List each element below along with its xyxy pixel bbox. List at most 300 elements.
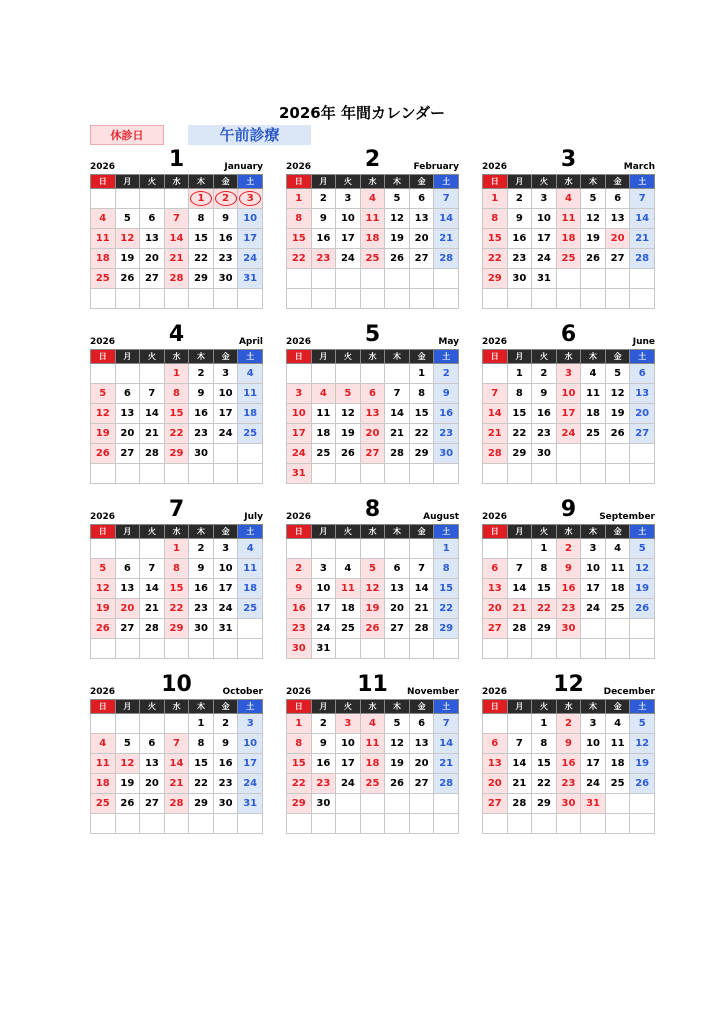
day-cell: 2 [311,714,336,734]
empty-cell [164,639,189,659]
day-cell: 22 [287,774,312,794]
day-cell: 17 [532,229,557,249]
circled-day: 2 [215,191,237,206]
day-cell: 22 [287,249,312,269]
empty-cell [385,289,410,309]
day-cell: 18 [91,774,116,794]
empty-cell [213,639,238,659]
circled-day: 1 [190,191,212,206]
day-cell: 11 [605,559,630,579]
empty-cell [213,814,238,834]
month-7 [90,497,263,659]
day-cell: 11 [91,229,116,249]
day-cell: 13 [115,404,140,424]
weekday-header: 水 [556,525,581,539]
weekday-header: 月 [311,175,336,189]
day-cell: 2 [213,714,238,734]
empty-cell [532,289,557,309]
day-cell: 22 [164,599,189,619]
weekday-header: 月 [311,350,336,364]
day-cell: 12 [360,579,385,599]
day-cell: 3 [336,189,361,209]
empty-cell [91,814,116,834]
month-number: 11 [357,672,388,697]
day-cell: 24 [336,249,361,269]
month-6 [482,322,655,484]
empty-cell [336,269,361,289]
day-cell: 29 [164,444,189,464]
empty-cell [115,814,140,834]
empty-cell [556,269,581,289]
day-cell: 4 [605,714,630,734]
weekday-header: 金 [409,350,434,364]
day-cell: 23 [189,599,214,619]
day-cell: 3 [238,714,263,734]
day-cell: 20 [605,229,630,249]
empty-cell [91,714,116,734]
day-cell: 26 [336,444,361,464]
day-cell: 16 [556,754,581,774]
day-cell: 11 [605,734,630,754]
legend-morning-clinic: 午前診療 [188,125,311,145]
month-2 [286,147,459,309]
day-cell [189,189,214,209]
day-cell: 13 [360,404,385,424]
empty-cell [630,269,655,289]
weekday-header: 土 [434,700,459,714]
weekday-header: 火 [532,175,557,189]
day-cell: 28 [409,619,434,639]
day-cell: 30 [311,794,336,814]
day-cell: 29 [532,794,557,814]
day-cell: 11 [238,384,263,404]
day-cell: 28 [483,444,508,464]
day-cell: 2 [507,189,532,209]
day-cell: 6 [605,189,630,209]
empty-cell [91,539,116,559]
empty-cell [630,444,655,464]
legend-closed-day: 休診日 [90,125,164,145]
month-name: March [623,162,655,172]
empty-cell [385,639,410,659]
empty-cell [409,814,434,834]
day-cell: 23 [532,424,557,444]
day-cell: 8 [532,734,557,754]
day-cell: 14 [164,754,189,774]
day-cell: 21 [507,774,532,794]
day-cell: 21 [164,249,189,269]
day-cell: 12 [91,579,116,599]
empty-cell [164,464,189,484]
empty-cell [164,714,189,734]
day-cell: 20 [140,249,165,269]
empty-cell [483,639,508,659]
day-cell: 22 [532,774,557,794]
month-name: November [406,687,459,697]
day-cell: 25 [556,249,581,269]
day-cell: 7 [483,384,508,404]
day-cell: 17 [336,754,361,774]
day-cell: 24 [532,249,557,269]
day-cell: 9 [434,384,459,404]
day-cell: 23 [311,774,336,794]
day-cell: 20 [483,774,508,794]
day-cell: 11 [336,579,361,599]
day-cell: 2 [189,539,214,559]
day-cell: 1 [164,539,189,559]
day-cell: 2 [532,364,557,384]
day-cell: 5 [91,384,116,404]
day-cell: 4 [360,714,385,734]
day-cell: 8 [434,559,459,579]
empty-cell [287,269,312,289]
month-number: 12 [553,672,584,697]
day-cell: 29 [164,619,189,639]
month-8 [286,497,459,659]
day-cell: 21 [434,754,459,774]
day-cell: 28 [140,619,165,639]
weekday-header: 土 [238,525,263,539]
day-cell: 31 [238,269,263,289]
day-cell: 10 [532,209,557,229]
day-cell: 20 [483,599,508,619]
empty-cell [360,269,385,289]
day-cell: 6 [140,734,165,754]
day-cell: 28 [630,249,655,269]
day-cell: 19 [360,599,385,619]
month-number: 7 [168,497,185,522]
day-cell: 16 [532,404,557,424]
day-cell: 10 [238,734,263,754]
day-cell: 7 [507,559,532,579]
day-cell: 19 [115,774,140,794]
day-cell: 9 [287,579,312,599]
month-name: January [224,162,263,172]
weekday-header: 土 [434,525,459,539]
month-number: 1 [168,147,185,172]
weekday-header: 月 [311,525,336,539]
day-cell: 8 [507,384,532,404]
weekday-header: 日 [287,700,312,714]
month-name: June [632,337,655,347]
day-cell: 2 [556,714,581,734]
weekday-header: 土 [434,350,459,364]
day-cell: 7 [434,714,459,734]
empty-cell [581,444,606,464]
day-cell: 15 [287,754,312,774]
weekday-header: 金 [605,700,630,714]
day-cell: 17 [581,754,606,774]
day-cell: 30 [189,619,214,639]
day-cell: 20 [409,754,434,774]
month-year: 2026 [286,687,312,697]
day-cell: 3 [336,714,361,734]
empty-cell [213,464,238,484]
empty-cell [385,539,410,559]
day-cell: 16 [287,599,312,619]
day-cell: 23 [434,424,459,444]
day-cell: 18 [360,229,385,249]
day-cell: 26 [630,599,655,619]
day-cell: 2 [287,559,312,579]
empty-cell [287,539,312,559]
day-cell: 28 [507,794,532,814]
day-cell: 10 [213,559,238,579]
month-year: 2026 [90,512,116,522]
day-cell: 24 [238,774,263,794]
empty-cell [360,814,385,834]
day-cell: 27 [483,794,508,814]
weekday-header: 木 [581,175,606,189]
weekday-header: 日 [91,175,116,189]
day-cell: 21 [385,424,410,444]
empty-cell [605,444,630,464]
day-cell: 1 [287,189,312,209]
weekday-header: 月 [115,175,140,189]
day-cell: 12 [115,229,140,249]
month-4 [90,322,263,484]
day-cell: 1 [532,714,557,734]
day-cell: 19 [630,754,655,774]
day-cell: 3 [311,559,336,579]
day-cell: 9 [213,734,238,754]
empty-cell [409,794,434,814]
empty-cell [336,794,361,814]
month-year: 2026 [90,162,116,172]
day-cell: 14 [483,404,508,424]
day-cell: 24 [287,444,312,464]
month-table [286,349,459,484]
day-cell: 20 [385,599,410,619]
empty-cell [164,289,189,309]
month-number: 8 [364,497,381,522]
day-cell: 31 [581,794,606,814]
day-cell: 19 [581,229,606,249]
empty-cell [360,464,385,484]
day-cell: 26 [115,269,140,289]
empty-cell [238,814,263,834]
day-cell: 1 [507,364,532,384]
day-cell: 30 [213,794,238,814]
month-number: 10 [161,672,192,697]
day-cell: 1 [483,189,508,209]
day-cell: 18 [238,579,263,599]
day-cell: 25 [311,444,336,464]
day-cell: 30 [556,794,581,814]
day-cell: 7 [434,189,459,209]
day-cell: 26 [91,619,116,639]
day-cell: 8 [287,209,312,229]
day-cell: 30 [556,619,581,639]
weekday-header: 月 [507,525,532,539]
day-cell: 11 [581,384,606,404]
empty-cell [605,464,630,484]
day-cell: 5 [360,559,385,579]
empty-cell [556,814,581,834]
month-5 [286,322,459,484]
weekday-header: 水 [556,700,581,714]
empty-cell [507,464,532,484]
day-cell: 7 [140,559,165,579]
weekday-header: 日 [483,175,508,189]
day-cell: 20 [140,774,165,794]
weekday-header: 土 [238,175,263,189]
empty-cell [238,464,263,484]
empty-cell [91,289,116,309]
day-cell: 26 [630,774,655,794]
day-cell: 26 [385,249,410,269]
empty-cell [630,289,655,309]
day-cell: 17 [287,424,312,444]
empty-cell [507,289,532,309]
day-cell: 27 [409,774,434,794]
day-cell: 27 [140,269,165,289]
empty-cell [532,814,557,834]
day-cell: 9 [556,559,581,579]
empty-cell [507,714,532,734]
empty-cell [115,289,140,309]
empty-cell [140,714,165,734]
weekday-header: 木 [581,350,606,364]
empty-cell [311,289,336,309]
empty-cell [385,794,410,814]
day-cell: 1 [189,714,214,734]
day-cell: 11 [360,209,385,229]
weekday-header: 火 [336,175,361,189]
day-cell: 12 [630,734,655,754]
month-table [482,524,655,659]
empty-cell [556,464,581,484]
day-cell: 24 [311,619,336,639]
weekday-header: 木 [385,175,410,189]
day-cell: 5 [115,209,140,229]
day-cell: 17 [238,229,263,249]
empty-cell [409,539,434,559]
empty-cell [311,364,336,384]
day-cell: 29 [287,794,312,814]
weekday-header: 水 [164,175,189,189]
month-year: 2026 [286,337,312,347]
day-cell: 26 [91,444,116,464]
weekday-header: 水 [556,350,581,364]
weekday-header: 火 [336,700,361,714]
empty-cell [360,539,385,559]
day-cell: 27 [630,424,655,444]
weekday-header: 木 [385,525,410,539]
weekday-header: 金 [409,525,434,539]
day-cell: 28 [164,269,189,289]
day-cell: 23 [556,599,581,619]
day-cell: 29 [483,269,508,289]
day-cell: 5 [385,189,410,209]
day-cell: 21 [140,424,165,444]
day-cell: 3 [556,364,581,384]
weekday-header: 月 [115,700,140,714]
month-year: 2026 [482,337,508,347]
empty-cell [581,289,606,309]
day-cell: 8 [532,559,557,579]
day-cell: 14 [140,404,165,424]
month-name: April [238,337,263,347]
day-cell: 6 [483,559,508,579]
day-cell: 16 [213,754,238,774]
weekday-header: 火 [532,350,557,364]
day-cell: 15 [189,229,214,249]
empty-cell [630,794,655,814]
day-cell: 14 [164,229,189,249]
day-cell: 19 [630,579,655,599]
month-table [286,699,459,834]
day-cell: 25 [91,794,116,814]
day-cell: 23 [311,249,336,269]
day-cell: 14 [434,734,459,754]
day-cell: 12 [91,404,116,424]
weekday-header: 木 [189,350,214,364]
day-cell: 6 [409,714,434,734]
day-cell: 10 [287,404,312,424]
day-cell: 9 [556,734,581,754]
month-table [482,174,655,309]
empty-cell [140,364,165,384]
day-cell: 30 [507,269,532,289]
day-cell: 13 [409,734,434,754]
month-name: October [222,687,263,697]
day-cell: 22 [189,774,214,794]
day-cell: 16 [189,404,214,424]
weekday-header: 日 [287,350,312,364]
weekday-header: 日 [287,525,312,539]
weekday-header: 月 [311,700,336,714]
day-cell: 18 [336,599,361,619]
day-cell: 13 [483,754,508,774]
empty-cell [483,539,508,559]
empty-cell [189,639,214,659]
circled-day: 3 [239,191,261,206]
empty-cell [434,814,459,834]
empty-cell [311,464,336,484]
day-cell: 13 [409,209,434,229]
day-cell: 14 [140,579,165,599]
empty-cell [483,364,508,384]
month-year: 2026 [286,512,312,522]
weekday-header: 月 [115,525,140,539]
empty-cell [434,269,459,289]
day-cell: 5 [630,714,655,734]
month-table [482,349,655,484]
day-cell: 6 [409,189,434,209]
day-cell: 14 [630,209,655,229]
day-cell: 24 [556,424,581,444]
empty-cell [213,444,238,464]
day-cell: 16 [213,229,238,249]
day-cell: 10 [213,384,238,404]
month-name: February [413,162,459,172]
day-cell: 12 [115,754,140,774]
empty-cell [483,464,508,484]
day-cell: 7 [385,384,410,404]
weekday-header: 月 [507,700,532,714]
weekday-header: 火 [140,175,165,189]
empty-cell [238,289,263,309]
weekday-header: 日 [91,525,116,539]
day-cell: 5 [385,714,410,734]
weekday-header: 土 [238,350,263,364]
weekday-header: 水 [164,525,189,539]
day-cell: 1 [532,539,557,559]
day-cell: 13 [483,579,508,599]
day-cell: 17 [238,754,263,774]
day-cell: 9 [311,734,336,754]
